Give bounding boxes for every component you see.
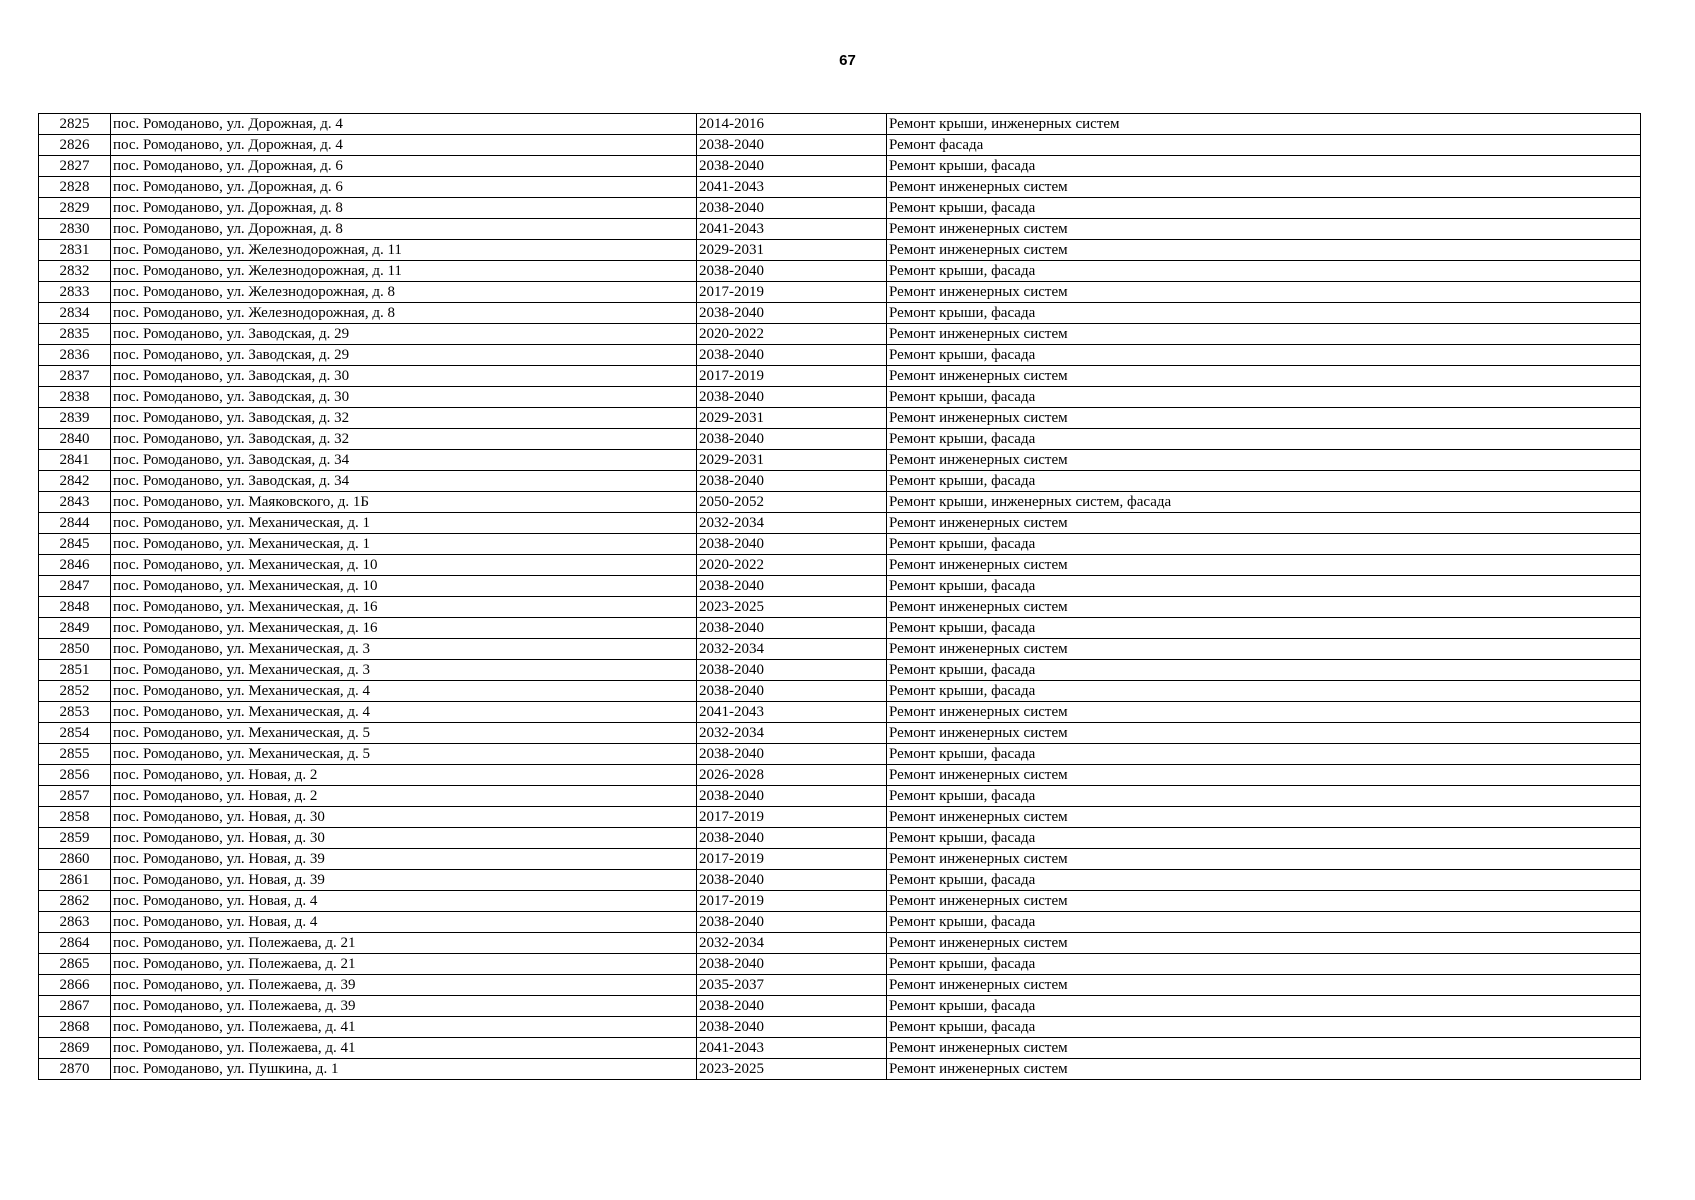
cell-row-number: 2866 [39, 975, 111, 996]
cell-work-type: Ремонт крыши, фасада [887, 156, 1641, 177]
table-row [39, 324, 1641, 345]
cell-work-type: Ремонт инженерных систем [887, 513, 1641, 534]
cell-address: пос. Ромоданово, ул. Механическая, д. 3 [111, 639, 697, 660]
table-row [39, 429, 1641, 450]
cell-period: 2050-2052 [697, 492, 887, 513]
cell-period: 2038-2040 [697, 954, 887, 975]
cell-period: 2023-2025 [697, 597, 887, 618]
cell-row-number: 2827 [39, 156, 111, 177]
cell-row-number: 2830 [39, 219, 111, 240]
cell-address: пос. Ромоданово, ул. Заводская, д. 29 [111, 324, 697, 345]
table-row [39, 849, 1641, 870]
cell-work-type: Ремонт инженерных систем [887, 891, 1641, 912]
cell-address: пос. Ромоданово, ул. Заводская, д. 30 [111, 366, 697, 387]
table-row [39, 576, 1641, 597]
cell-work-type: Ремонт крыши, инженерных систем, фасада [887, 492, 1641, 513]
cell-row-number: 2832 [39, 261, 111, 282]
cell-work-type: Ремонт крыши, фасада [887, 828, 1641, 849]
cell-work-type: Ремонт инженерных систем [887, 1059, 1641, 1080]
cell-row-number: 2858 [39, 807, 111, 828]
cell-address: пос. Ромоданово, ул. Механическая, д. 4 [111, 681, 697, 702]
cell-address: пос. Ромоданово, ул. Заводская, д. 32 [111, 429, 697, 450]
cell-row-number: 2853 [39, 702, 111, 723]
cell-work-type: Ремонт крыши, фасада [887, 471, 1641, 492]
cell-period: 2038-2040 [697, 303, 887, 324]
cell-address: пос. Ромоданово, ул. Механическая, д. 1 [111, 513, 697, 534]
table-row [39, 744, 1641, 765]
cell-period: 2032-2034 [697, 639, 887, 660]
table-row [39, 282, 1641, 303]
cell-work-type: Ремонт инженерных систем [887, 702, 1641, 723]
cell-row-number: 2859 [39, 828, 111, 849]
cell-address: пос. Ромоданово, ул. Дорожная, д. 4 [111, 114, 697, 135]
table-row [39, 723, 1641, 744]
cell-period: 2026-2028 [697, 765, 887, 786]
table-row [39, 513, 1641, 534]
cell-work-type: Ремонт крыши, фасада [887, 870, 1641, 891]
cell-address: пос. Ромоданово, ул. Механическая, д. 10 [111, 555, 697, 576]
cell-period: 2038-2040 [697, 786, 887, 807]
table-row [39, 387, 1641, 408]
cell-address: пос. Ромоданово, ул. Новая, д. 4 [111, 912, 697, 933]
cell-row-number: 2854 [39, 723, 111, 744]
cell-address: пос. Ромоданово, ул. Полежаева, д. 41 [111, 1038, 697, 1059]
table-row [39, 660, 1641, 681]
cell-address: пос. Ромоданово, ул. Дорожная, д. 6 [111, 177, 697, 198]
cell-row-number: 2870 [39, 1059, 111, 1080]
cell-row-number: 2867 [39, 996, 111, 1017]
cell-row-number: 2828 [39, 177, 111, 198]
table-row [39, 702, 1641, 723]
cell-work-type: Ремонт инженерных систем [887, 849, 1641, 870]
cell-work-type: Ремонт инженерных систем [887, 765, 1641, 786]
cell-row-number: 2857 [39, 786, 111, 807]
cell-address: пос. Ромоданово, ул. Полежаева, д. 39 [111, 996, 697, 1017]
cell-period: 2038-2040 [697, 135, 887, 156]
cell-period: 2020-2022 [697, 555, 887, 576]
cell-period: 2038-2040 [697, 261, 887, 282]
table-row [39, 303, 1641, 324]
cell-period: 2038-2040 [697, 429, 887, 450]
cell-row-number: 2833 [39, 282, 111, 303]
table-row [39, 450, 1641, 471]
cell-row-number: 2840 [39, 429, 111, 450]
cell-address: пос. Ромоданово, ул. Пушкина, д. 1 [111, 1059, 697, 1080]
table-row [39, 555, 1641, 576]
cell-work-type: Ремонт крыши, фасада [887, 681, 1641, 702]
cell-address: пос. Ромоданово, ул. Новая, д. 30 [111, 807, 697, 828]
cell-period: 2020-2022 [697, 324, 887, 345]
table-row [39, 1059, 1641, 1080]
cell-period: 2038-2040 [697, 912, 887, 933]
cell-work-type: Ремонт крыши, фасада [887, 996, 1641, 1017]
cell-period: 2041-2043 [697, 177, 887, 198]
cell-address: пос. Ромоданово, ул. Дорожная, д. 8 [111, 219, 697, 240]
cell-work-type: Ремонт крыши, фасада [887, 660, 1641, 681]
cell-period: 2041-2043 [697, 702, 887, 723]
table-row [39, 219, 1641, 240]
table-row [39, 261, 1641, 282]
table-row [39, 597, 1641, 618]
cell-work-type: Ремонт крыши, фасада [887, 912, 1641, 933]
cell-address: пос. Ромоданово, ул. Полежаева, д. 21 [111, 954, 697, 975]
cell-period: 2038-2040 [697, 198, 887, 219]
cell-row-number: 2834 [39, 303, 111, 324]
cell-period: 2029-2031 [697, 240, 887, 261]
cell-period: 2038-2040 [697, 345, 887, 366]
table-row [39, 912, 1641, 933]
cell-work-type: Ремонт крыши, фасада [887, 1017, 1641, 1038]
cell-address: пос. Ромоданово, ул. Полежаева, д. 21 [111, 933, 697, 954]
table-row [39, 891, 1641, 912]
cell-row-number: 2839 [39, 408, 111, 429]
cell-work-type: Ремонт инженерных систем [887, 366, 1641, 387]
cell-address: пос. Ромоданово, ул. Механическая, д. 16 [111, 618, 697, 639]
cell-period: 2038-2040 [697, 576, 887, 597]
cell-address: пос. Ромоданово, ул. Железнодорожная, д. 8 [111, 303, 697, 324]
cell-period: 2023-2025 [697, 1059, 887, 1080]
table-row [39, 933, 1641, 954]
cell-work-type: Ремонт крыши, инженерных систем [887, 114, 1641, 135]
table-row [39, 639, 1641, 660]
cell-address: пос. Ромоданово, ул. Механическая, д. 3 [111, 660, 697, 681]
cell-address: пос. Ромоданово, ул. Механическая, д. 4 [111, 702, 697, 723]
cell-address: пос. Ромоданово, ул. Новая, д. 2 [111, 765, 697, 786]
cell-address: пос. Ромоданово, ул. Механическая, д. 5 [111, 723, 697, 744]
cell-period: 2038-2040 [697, 660, 887, 681]
cell-row-number: 2868 [39, 1017, 111, 1038]
cell-period: 2038-2040 [697, 156, 887, 177]
table-row [39, 765, 1641, 786]
table-row [39, 681, 1641, 702]
cell-period: 2029-2031 [697, 450, 887, 471]
cell-period: 2017-2019 [697, 807, 887, 828]
cell-period: 2032-2034 [697, 513, 887, 534]
table-row [39, 198, 1641, 219]
cell-row-number: 2829 [39, 198, 111, 219]
cell-row-number: 2864 [39, 933, 111, 954]
cell-period: 2038-2040 [697, 387, 887, 408]
cell-period: 2014-2016 [697, 114, 887, 135]
cell-period: 2032-2034 [697, 933, 887, 954]
cell-period: 2038-2040 [697, 681, 887, 702]
table-row [39, 177, 1641, 198]
table-row [39, 975, 1641, 996]
cell-work-type: Ремонт инженерных систем [887, 975, 1641, 996]
table-row [39, 135, 1641, 156]
cell-row-number: 2850 [39, 639, 111, 660]
repair-schedule-table [38, 113, 1641, 1080]
cell-work-type: Ремонт инженерных систем [887, 177, 1641, 198]
cell-work-type: Ремонт инженерных систем [887, 282, 1641, 303]
cell-period: 2041-2043 [697, 219, 887, 240]
table-row [39, 954, 1641, 975]
cell-address: пос. Ромоданово, ул. Новая, д. 4 [111, 891, 697, 912]
cell-address: пос. Ромоданово, ул. Заводская, д. 29 [111, 345, 697, 366]
table-row [39, 366, 1641, 387]
cell-work-type: Ремонт крыши, фасада [887, 954, 1641, 975]
cell-row-number: 2838 [39, 387, 111, 408]
table-row [39, 828, 1641, 849]
cell-row-number: 2860 [39, 849, 111, 870]
cell-address: пос. Ромоданово, ул. Заводская, д. 32 [111, 408, 697, 429]
cell-period: 2017-2019 [697, 891, 887, 912]
cell-period: 2032-2034 [697, 723, 887, 744]
cell-work-type: Ремонт инженерных систем [887, 408, 1641, 429]
table-row [39, 870, 1641, 891]
cell-period: 2038-2040 [697, 618, 887, 639]
cell-period: 2017-2019 [697, 366, 887, 387]
cell-work-type: Ремонт инженерных систем [887, 723, 1641, 744]
cell-period: 2035-2037 [697, 975, 887, 996]
cell-period: 2038-2040 [697, 1017, 887, 1038]
table-row [39, 471, 1641, 492]
cell-address: пос. Ромоданово, ул. Полежаева, д. 39 [111, 975, 697, 996]
cell-period: 2038-2040 [697, 870, 887, 891]
cell-address: пос. Ромоданово, ул. Железнодорожная, д. 11 [111, 240, 697, 261]
cell-row-number: 2849 [39, 618, 111, 639]
cell-work-type: Ремонт крыши, фасада [887, 576, 1641, 597]
table-row [39, 618, 1641, 639]
cell-work-type: Ремонт крыши, фасада [887, 744, 1641, 765]
cell-row-number: 2847 [39, 576, 111, 597]
cell-address: пос. Ромоданово, ул. Новая, д. 2 [111, 786, 697, 807]
cell-row-number: 2865 [39, 954, 111, 975]
cell-work-type: Ремонт фасада [887, 135, 1641, 156]
cell-row-number: 2825 [39, 114, 111, 135]
table-row [39, 1017, 1641, 1038]
cell-period: 2038-2040 [697, 534, 887, 555]
table-row [39, 807, 1641, 828]
cell-address: пос. Ромоданово, ул. Полежаева, д. 41 [111, 1017, 697, 1038]
table-row [39, 156, 1641, 177]
cell-row-number: 2855 [39, 744, 111, 765]
cell-address: пос. Ромоданово, ул. Механическая, д. 10 [111, 576, 697, 597]
table-row [39, 534, 1641, 555]
cell-row-number: 2837 [39, 366, 111, 387]
cell-row-number: 2835 [39, 324, 111, 345]
cell-address: пос. Ромоданово, ул. Заводская, д. 30 [111, 387, 697, 408]
cell-period: 2041-2043 [697, 1038, 887, 1059]
cell-address: пос. Ромоданово, ул. Заводская, д. 34 [111, 450, 697, 471]
cell-work-type: Ремонт крыши, фасада [887, 387, 1641, 408]
table-row [39, 114, 1641, 135]
table-row [39, 786, 1641, 807]
cell-work-type: Ремонт крыши, фасада [887, 618, 1641, 639]
cell-row-number: 2869 [39, 1038, 111, 1059]
cell-work-type: Ремонт инженерных систем [887, 597, 1641, 618]
cell-work-type: Ремонт крыши, фасада [887, 786, 1641, 807]
cell-address: пос. Ромоданово, ул. Механическая, д. 1 [111, 534, 697, 555]
cell-row-number: 2826 [39, 135, 111, 156]
cell-row-number: 2856 [39, 765, 111, 786]
cell-work-type: Ремонт инженерных систем [887, 324, 1641, 345]
cell-address: пос. Ромоданово, ул. Дорожная, д. 4 [111, 135, 697, 156]
cell-row-number: 2842 [39, 471, 111, 492]
cell-period: 2017-2019 [697, 849, 887, 870]
cell-work-type: Ремонт крыши, фасада [887, 345, 1641, 366]
cell-work-type: Ремонт инженерных систем [887, 555, 1641, 576]
cell-address: пос. Ромоданово, ул. Новая, д. 39 [111, 870, 697, 891]
cell-address: пос. Ромоданово, ул. Маяковского, д. 1Б [111, 492, 697, 513]
cell-row-number: 2851 [39, 660, 111, 681]
cell-address: пос. Ромоданово, ул. Дорожная, д. 6 [111, 156, 697, 177]
table-body [39, 114, 1641, 1080]
cell-row-number: 2841 [39, 450, 111, 471]
cell-work-type: Ремонт инженерных систем [887, 933, 1641, 954]
cell-row-number: 2852 [39, 681, 111, 702]
table-row [39, 996, 1641, 1017]
cell-work-type: Ремонт крыши, фасада [887, 534, 1641, 555]
cell-work-type: Ремонт инженерных систем [887, 807, 1641, 828]
cell-work-type: Ремонт инженерных систем [887, 240, 1641, 261]
table-row [39, 1038, 1641, 1059]
cell-address: пос. Ромоданово, ул. Железнодорожная, д. 11 [111, 261, 697, 282]
cell-row-number: 2861 [39, 870, 111, 891]
cell-address: пос. Ромоданово, ул. Заводская, д. 34 [111, 471, 697, 492]
page-number: 67 [839, 52, 856, 69]
cell-row-number: 2836 [39, 345, 111, 366]
table-row [39, 492, 1641, 513]
cell-row-number: 2844 [39, 513, 111, 534]
cell-work-type: Ремонт инженерных систем [887, 450, 1641, 471]
table-row [39, 408, 1641, 429]
table-row [39, 345, 1641, 366]
cell-row-number: 2848 [39, 597, 111, 618]
cell-period: 2017-2019 [697, 282, 887, 303]
cell-row-number: 2845 [39, 534, 111, 555]
cell-row-number: 2863 [39, 912, 111, 933]
cell-address: пос. Ромоданово, ул. Механическая, д. 16 [111, 597, 697, 618]
cell-period: 2029-2031 [697, 408, 887, 429]
cell-address: пос. Ромоданово, ул. Дорожная, д. 8 [111, 198, 697, 219]
table-row [39, 240, 1641, 261]
cell-address: пос. Ромоданово, ул. Железнодорожная, д. 8 [111, 282, 697, 303]
cell-work-type: Ремонт крыши, фасада [887, 429, 1641, 450]
cell-period: 2038-2040 [697, 996, 887, 1017]
cell-period: 2038-2040 [697, 828, 887, 849]
cell-period: 2038-2040 [697, 744, 887, 765]
cell-work-type: Ремонт инженерных систем [887, 219, 1641, 240]
cell-work-type: Ремонт инженерных систем [887, 639, 1641, 660]
cell-work-type: Ремонт крыши, фасада [887, 303, 1641, 324]
cell-work-type: Ремонт крыши, фасада [887, 261, 1641, 282]
cell-row-number: 2862 [39, 891, 111, 912]
cell-row-number: 2846 [39, 555, 111, 576]
cell-address: пос. Ромоданово, ул. Механическая, д. 5 [111, 744, 697, 765]
cell-row-number: 2831 [39, 240, 111, 261]
cell-address: пос. Ромоданово, ул. Новая, д. 39 [111, 849, 697, 870]
cell-work-type: Ремонт крыши, фасада [887, 198, 1641, 219]
cell-work-type: Ремонт инженерных систем [887, 1038, 1641, 1059]
cell-row-number: 2843 [39, 492, 111, 513]
cell-address: пос. Ромоданово, ул. Новая, д. 30 [111, 828, 697, 849]
cell-period: 2038-2040 [697, 471, 887, 492]
